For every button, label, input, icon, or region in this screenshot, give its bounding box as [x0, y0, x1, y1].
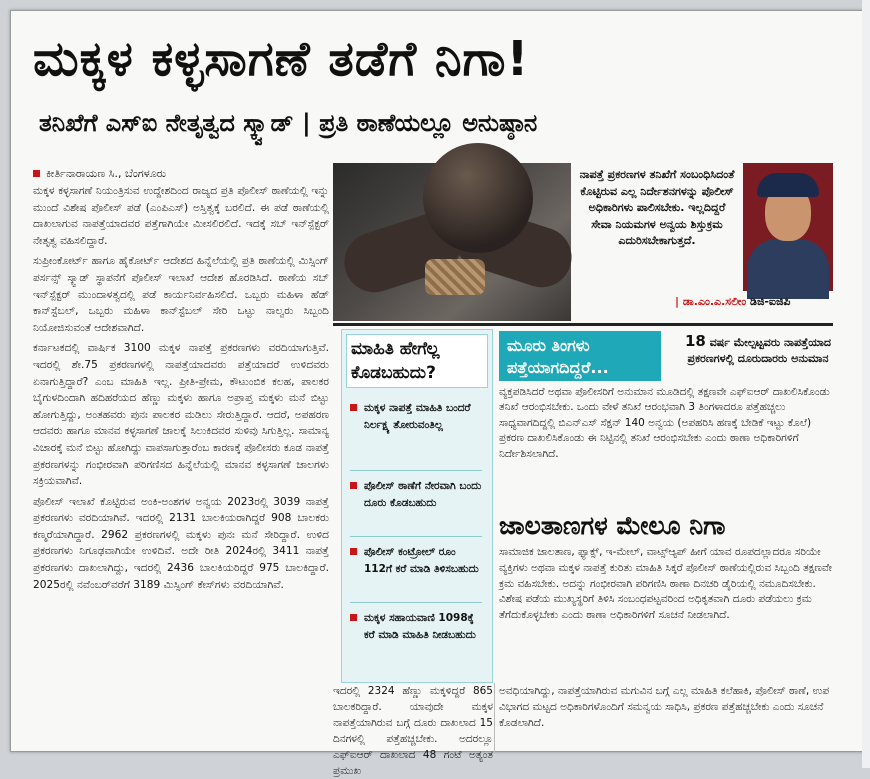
official-quote: ನಾಪತ್ತೆ ಪ್ರಕರಣಗಳ ತನಿಖೆಗೆ ಸಂಬಂಧಿಸಿದಂತೆ ಕೊಟ್ಟಿರುವ ಎಲ್ಲ ನಿರ್ದೇಶನಗಳನ್ನು ಪೊಲೀಸ್ ಅಧಿಕಾರಿಗಳು ಪಾಲಿಸಬೇಕು. ಇಲ್ಲದಿದ್ದರೆ ಸೇವಾ ನಿಯಮಗಳ ಅನ್ವಯ ಶಿಸ್ತುಕ್ರಮ ಎದುರಿಸಬೇಕಾಗುತ್ತದೆ.	[579, 168, 735, 247]
section-heading: ಜಾಲತಾಣಗಳ ಮೇಲೂ ನಿಗಾ	[499, 511, 726, 540]
bullet-square-icon	[350, 482, 357, 489]
subheadline: ತನಿಖೆಗೆ ಎಸ್‌ಐ ನೇತೃತ್ವದ ಸ್ಕ್ವಾಡ್ | ಪ್ರತಿ ಠಾಣೆಯಲ್ಲೂ ಅನುಷ್ಠಾನ	[39, 109, 538, 137]
article-text: ಸಾಮಾಜಿಕ ಜಾಲತಾಣ, ಫ್ಯಾಕ್ಸ್, ಇ-ಮೇಲ್, ವಾಟ್ಸ್‌ಆ್ಯಪ್ ಹೀಗೆ ಯಾವ ರೂಪದಲ್ಲಾದರೂ ಸರಿಯೇ ವ್ಯಕ್ತಿಗಳು ಅಥವಾ ಮಕ್ಕಳ ನಾಪತ್ತೆ ಕುರಿತು ಮಾಹಿತಿ ಸಿಕ್ಕರೆ ಪೊಲೀಸ್ ಠಾಣೆಯಲ್ಲಿರುವ ಸಿಬ್ಬಂದಿ ತಕ್ಷಣವೇ ಕ್ರಮ ವಹಿಸಬೇಕು. ಅದನ್ನು ಗಂಭೀರವಾಗಿ ಪರಿಗಣಿಸಿ ಠಾಣಾ ದಿನಚರಿ ಡೈರಿಯಲ್ಲಿ ನಮೂದಿಸಬೇಕು. ವಿಶೇಷ ಪಡೆಯ ಮುಖ್ಯಸ್ಥರಿಗೆ ತಿಳಿಸಿ ಸಂಬಂಧಪಟ್ಟವರಿಂದ ಅಧಿಕೃತವಾಗಿ ದೂರು ಪಡೆಯಲು ಕ್ರಮ ತೆಗೆದುಕೊಳ್ಳಬೇಕು ಎಂದು ಠಾಣಾ ಅಧಿಕಾರಿಗಳಿಗೆ ಸೂಚನೆ ನೀಡಲಾಗಿದೆ.	[499, 546, 833, 622]
section-tag: ಮೂರು ತಿಂಗಳು ಪತ್ತೆಯಾಗದಿದ್ದರೆ...	[499, 331, 661, 381]
paragraph: ಸುಪ್ರೀಂಕೋರ್ಟ್ ಹಾಗೂ ಹೈಕೋರ್ಟ್ ಆದೇಶದ ಹಿನ್ನೆಲೆಯಲ್ಲಿ ಪ್ರತಿ ಠಾಣೆಯಲ್ಲಿ ಮಿಸ್ಸಿಂಗ್ ಪರ್ಸನ್ಸ್ ಸ್ಕ್ವಾಡ್ ಸ್ಥಾಪನೆಗೆ ಪೊಲೀಸ್ ಇಲಾಖೆ ಆದೇಶ ಹೊರಡಿಸಿದೆ. ಠಾಣೆಯ ಸಬ್ ಇನ್‌ಸ್ಪೆಕ್ಟರ್ ಮುಂದಾಳತ್ವದಲ್ಲಿ ಪಡೆ ಕಾರ್ಯನಿರ್ವಹಿಸಲಿದೆ. ಒಬ್ಬರು ಮಹಿಳಾ ಹೆಡ್ ಕಾನ್‌ಸ್ಟೆಬಲ್, ಒಬ್ಬರು ಮಹಿಳಾ ಕಾನ್‌ಸ್ಟೆಬಲ್ ಸೇರಿ ಒಟ್ಟು ನಾಲ್ವರು ಸಿಬ್ಬಂದಿ ನಿಯೋಜಿಸುವಂತೆ ಆದೇಶವಾಗಿದೆ.	[33, 255, 329, 334]
headline: ಮಕ್ಕಳ ಕಳ್ಳಸಾಗಣೆ ತಡೆಗೆ ನಿಗಾ!	[33, 31, 530, 87]
paragraph: ಪೊಲೀಸ್ ಇಲಾಖೆ ಕೊಟ್ಟಿರುವ ಅಂಕಿ-ಅಂಶಗಳ ಅನ್ವಯ 2023ರಲ್ಲಿ 3039 ನಾಪತ್ತೆ ಪ್ರಕರಣಗಳು ವರದಿಯಾಗಿವೆ. ಇದರಲ್ಲಿ 2131 ಬಾಲಕಿಯರಾಗಿದ್ದರೆ 908 ಬಾಲಕರು ಕಣ್ಮರೆಯಾಗಿದ್ದಾರೆ. 2962 ಪ್ರಕರಣಗಳಲ್ಲಿ ಮಕ್ಕಳು ಪುನಃ ಮನೆ ಸೇರಿದ್ದಾರೆ. ಉಳಿದ ಪ್ರಕರಣಗಳು ನಿಗೂಢವಾಗಿಯೇ ಉಳಿದಿವೆ. ಅದೇ ರೀತಿ 2024ರಲ್ಲಿ 3411 ನಾಪತ್ತೆ ಪ್ರಕರಣಗಳು ದಾಖಲಾಗಿದ್ದು, ಇದರಲ್ಲಿ 2436 ಬಾಲಕಿಯರಿದ್ದರೆ 975 ಬಾಲಕಿದ್ದಾರೆ. 2025ರಲ್ಲಿ ನವೆಂಬರ್‌ವರೆಗೆ 3189 ಮಿಸ್ಸಿಂಗ್ ಕೇಸ್‌ಗಳು ವರದಿಯಾಗಿವೆ.	[33, 495, 329, 591]
article-text: ಅವಧಿಯಾಗಿದ್ದು, ನಾಪತ್ತೆಯಾಗಿರುವ ಮಗುವಿನ ಬಗ್ಗೆ ಎಲ್ಲ ಮಾಹಿತಿ ಕಲೆಹಾಕಿ, ಪೊಲೀಸ್ ಠಾಣೆ, ಉಪ ವಿಭಾಗದ ಮಟ್ಟದ ಅಧಿಕಾರಿಗಳೊಂದಿಗೆ ಸಮನ್ವಯ ಸಾಧಿಸಿ, ಪ್ರಕರಣ ಪತ್ತೆಹಚ್ಚಬೇಕು ಎಂದು ಸೂಚನೆ ಕೊಡಲಾಗಿದೆ.	[499, 685, 830, 729]
article-text: ವ್ಯಕ್ತಪಡಿಸಿದರೆ ಅಥವಾ ಪೊಲೀಸರಿಗೆ ಅನುಮಾನ ಮೂಡಿದಲ್ಲಿ ತಕ್ಷಣವೇ ಎಫ್‌ಐಆರ್ ದಾಖಲಿಸಿಕೊಂಡು ತನಿಖೆ ಆರಂಭಿಸಬೇಕು. ಒಂದು ವೇಳೆ ತನಿಖೆ ಆರಂಭವಾಗಿ 3 ತಿಂಗಳಾದರೂ ಪತ್ತೆಹಚ್ಚಲು ಸಾಧ್ಯವಾಗದಿದ್ದಲ್ಲಿ ಬಿಎನ್‌ಎಸ್ ಸೆಕ್ಷನ್ 140 ಅನ್ವಯ (ಅಪಹರಿಸಿ ಹಣಕ್ಕೆ ಬೇಡಿಕೆ ಇಟ್ಟು ಕೊಲೆ) ಪ್ರಕರಣ ದಾಖಲಿಸಿಕೊಂಡು ಈ ನಿಟ್ಟಿನಲ್ಲಿ ತನಿಖೆ ಆರಂಭಿಸಬೇಕು ಎಂದು ಠಾಣಾ ಅಧಿಕಾರಿಗಳಿಗೆ ನಿರ್ದೇಶಿಸಲಾಗಿದೆ.	[499, 386, 830, 460]
divider	[350, 536, 482, 537]
signature-name: ಡಾ.ಎಂ.ಎ.ಸಲೀಂ	[682, 295, 747, 308]
bullet-square-icon	[350, 404, 357, 411]
info-box-item: ಮಕ್ಕಳ ನಾಪತ್ತೆ ಮಾಹಿತಿ ಬಂದರೆ ನಿರ್ಲಕ್ಷ್ಯ ತೋರುವಂತಿಲ್ಲ	[350, 400, 482, 434]
official-portrait	[743, 163, 833, 291]
newspaper-clipping	[10, 10, 864, 777]
byline-text: ಕೀರ್ತಿನಾರಾಯಣ ಸಿ., ಬೆಂಗಳೂರು	[46, 167, 167, 180]
info-box-item: ಮಕ್ಕಳ ಸಹಾಯವಾಣಿ 1098ಕ್ಕೆ ಕರೆ ಮಾಡಿ ಮಾಹಿತಿ ನೀಡಬಹುದು	[350, 610, 482, 644]
section-divider	[333, 323, 833, 326]
byline	[33, 167, 166, 181]
divider	[350, 602, 482, 603]
paragraph: ಕರ್ನಾಟಕದಲ್ಲಿ ವಾರ್ಷಿಕ 3100 ಮಕ್ಕಳ ನಾಪತ್ತೆ ಪ್ರಕರಣಗಳು ವರದಿಯಾಗುತ್ತಿವೆ. ಇದರಲ್ಲಿ ಶೇ.75 ಪ್ರಕರಣಗಳಲ್ಲಿ ನಾಪತ್ತೆಯಾದವರು ಪತ್ತೆಯಾದರೆ ಉಳಿದವರು ಏನಾಗುತ್ತಿದ್ದಾರೆ? ಎಂಬ ಮಾಹಿತಿ ಇಲ್ಲ. ಪ್ರೀತಿ-ಪ್ರೇಮ, ಕೌಟುಂಬಿಕ ಕಲಹ, ಪಾಲಕರ ಬೈಗುಳದಿಂದಾಗಿ ಹದಿಹರೆಯದ ಹೆಣ್ಣು ಮಕ್ಕಳು ಹಾಗೂ ಅಪ್ರಾಪ್ತ ಮಕ್ಕಳು ಮನೆ ಬಿಟ್ಟು ಹೋಗುತ್ತಿದ್ದು, ಅಂತಹವರು ಪುನಃ ಪಾಲಕರ ಮಡಿಲು ಸೇರುತ್ತಿದ್ದಾರೆ. ಆದರೆ, ಅಪಹರಣ ಆದವರು ಹಾಗೂ ಮಾನವ ಕಳ್ಳಸಾಗಣೆ ಜಾಲಕ್ಕೆ ಸಿಲುಕಿದವರ ಸುಳಿವು ಸಿಗುತ್ತಿಲ್ಲ. ಸಾಮಾನ್ಯ ವಿಚಾರಕ್ಕೆ ಮನೆ ಬಿಟ್ಟು ಹೋಗಿದ್ದು ವಾಪಸಾಗುತ್ತಾರೆಂಬ ಕಾರಣಕ್ಕೆ ಪೊಲೀಸರು ಕೂಡ ನಾಪತ್ತೆ ಪ್ರಕರಣಗಳನ್ನು ಗಂಭೀರವಾಗಿ ಪರಿಗಣಿಸದ ಹಿನ್ನೆಲೆಯಲ್ಲಿ ಮಾನವ ಕಳ್ಳಸಾಗಣೆ ಜಾಲಗಳು ಸಕ್ರಿಯವಾಗಿವೆ.	[33, 342, 329, 488]
column-divider	[494, 683, 495, 753]
signature-role: ಡಿಜಿ-ಐಜಿಪಿ	[750, 295, 791, 308]
intro-text: 18 ವರ್ಷ ಮೇಲ್ಪಟ್ಟವರು ನಾಪತ್ತೆಯಾದ ಪ್ರಕರಣಗಳಲ್ಲಿ ದೂರುದಾರರು ಅನುಮಾನ	[684, 332, 832, 365]
info-box-item: ಪೊಲೀಸ್ ಕಂಟ್ರೋಲ್ ರೂಂ 112ಗೆ ಕರೆ ಮಾಡಿ ತಿಳಿಸಬಹುದು	[350, 544, 482, 578]
info-box	[341, 329, 493, 683]
background-edge	[862, 0, 870, 768]
bullet-square-icon	[350, 614, 357, 621]
divider	[350, 470, 482, 471]
child-bound-hands-photo	[333, 163, 571, 321]
article-column-1	[33, 183, 329, 597]
article-text: ಇದರಲ್ಲಿ 2324 ಹೆಣ್ಣು ಮಕ್ಕಳಿದ್ದರೆ 865 ಬಾಲಕರಿದ್ದಾರೆ. ಯಾವುದೇ ಮಕ್ಕಳ ನಾಪತ್ತೆಯಾಗಿರುವ ಬಗ್ಗೆ ದೂರು ದಾಖಲಾದ 15 ದಿನಗಳಲ್ಲಿ ಪತ್ತೆಹಚ್ಚಬೇಕು. ಅದರಲ್ಲೂ ಎಫ್‌ಐಆರ್ ದಾಖಲಾದ 48 ಗಂಟೆ ಅತ್ಯಂತ ಪ್ರಮುಖ	[333, 685, 493, 777]
bullet-square-icon	[350, 548, 357, 555]
paragraph: ಮಕ್ಕಳ ಕಳ್ಳಸಾಗಣೆ ನಿಯಂತ್ರಿಸುವ ಉದ್ದೇಶದಿಂದ ರಾಜ್ಯದ ಪ್ರತಿ ಪೊಲೀಸ್ ಠಾಣೆಯಲ್ಲಿ ಇನ್ನು ಮುಂದೆ ವಿಶೇಷ ಪೊಲೀಸ್ ಪಡೆ (ಎಂಪಿಎಸ್) ಅಸ್ತಿತ್ವಕ್ಕೆ ಬರಲಿದೆ. ಈ ಪಡೆ ಠಾಣೆಯಲ್ಲಿ ದಾಖಲಾಗುವ ನಾಪತ್ತೆಯಾದವರ ಪತ್ತೆಗಾಗಿಯೇ ಮೀಸಲಿರಲಿದೆ. ಇದಕ್ಕೆ ಸಬ್ ಇನ್‌ಸ್ಪೆಕ್ಟರ್ ನೇತೃತ್ವ ವಹಿಸಲಿದ್ದಾರೆ.	[33, 185, 329, 247]
quote-signature: | ಡಾ.ಎಂ.ಎ.ಸಲೀಂ ಡಿಜಿ-ಐಜಿಪಿ	[675, 295, 791, 308]
bullet-square-icon	[33, 170, 40, 177]
info-box-item: ಪೊಲೀಸ್ ಠಾಣೆಗೆ ನೇರವಾಗಿ ಬಂದು ದೂರು ಕೊಡಬಹುದು	[350, 478, 482, 512]
info-box-title: ಮಾಹಿತಿ ಹೇಗೆಲ್ಲ ಕೊಡಬಹುದು?	[346, 334, 488, 388]
